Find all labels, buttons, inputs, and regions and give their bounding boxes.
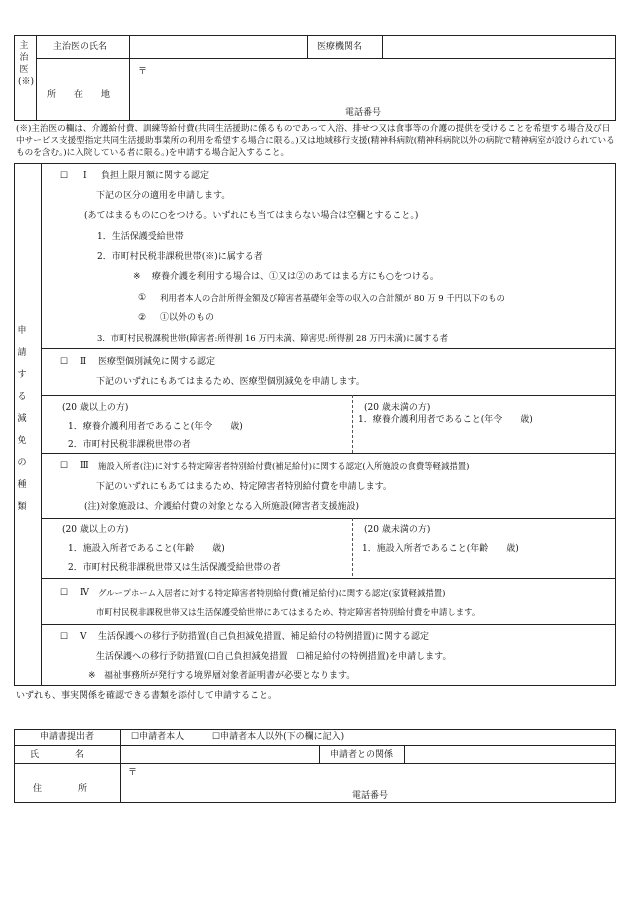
sec3-line2: (注)対象施設は、介護給付費の対象となる入所施設(障害者支援施設) [84,502,360,512]
submitter-label-col-divider [120,729,121,803]
doctor-name-label: 主治医の氏名 [53,42,108,52]
sec1-item3: 3．市町村民税課税世帯(障害者:所得割 16 万円未満、障害児:所得割 28 万円未満)に属する者 [97,333,448,343]
sec3-line1: 下記のいずれにもあてはまるため、特定障害者特別給付費を申請します。 [96,482,392,492]
sec1-note: 療養介護を利用する場合は、①又は②のあてはまる方にも○をつける。 [152,272,439,282]
submitter-row2-divider [14,763,616,764]
sec3-right-item1: 1．施設入所者であること(年齢 歳) [362,544,519,554]
attach-note: いずれも、事実関係を確認できる書類を添付して申請すること。 [16,691,278,701]
sec1-item1: 1．生活保護受給世帯 [97,232,184,242]
sec4-bottom-divider [41,624,616,625]
sec2-line1: 下記のいずれにもあてはまるため、医療型個別減免を申請します。 [96,377,365,387]
doctor-name-field[interactable] [135,41,300,53]
sec2-left-item2: 2．市町村民税非課税世帯の者 [68,440,191,450]
doctor-note: (※)主治医の欄は、介護給付費、訓練等給付費(共同生活援助に係るものであって入浴、排せつ又は食事等の介護の提供を受けることを希望する場合及び日中サービス支援型指定共同生活援助事業所の利用を希望する場合に限る。)又は地域移行支援(精神科病院(精神科病院以外の病院で精神病室が設けられているものを含む。)に入院している者に限る。)を申請する場合記入すること。 [16,124,615,158]
sec1-item2: 2．市町村民税非課税世帯(※)に属する者 [97,252,263,262]
relation-divider-b [404,745,405,763]
sec1-checkbox[interactable]: ☐ [60,171,69,181]
submitter-postal-mark: 〒 [128,768,138,778]
sec3-left-item1: 1．施設入所者であること(年齢 歳) [68,544,225,554]
sec2-title: 医療型個別減免に関する認定 [98,357,216,367]
doctor-row-divider [36,58,616,59]
relation-divider-a [319,745,320,763]
sec3-col-divider [352,518,353,576]
sec2-right-item1: 1．療養介護利用者であること(年令 歳) [358,415,533,425]
sec5-note-mark: ※ [88,671,96,681]
sec5-title: 生活保護への移行予防措置(自己負担減免措置、補足給付の特例措置)に関する認定 [98,632,430,642]
institution-label: 医療機関名 [317,42,363,52]
submitter-name-label: 氏 名 [30,750,85,760]
sec5-num: Ⅴ [80,632,87,642]
sec1-sub1: 利用者本人の合計所得金額及び障害者基礎年金等の収入の合計額が 80 万 9 千円以下のもの [160,293,505,303]
institution-field[interactable] [388,41,608,53]
sec1-num: Ⅰ [83,171,87,181]
doctor-phone-label: 電話番号 [345,108,382,118]
submitter-row1-divider [14,745,616,746]
sec5-checkbox[interactable]: ☐ [60,632,69,642]
sec2-col-divider [352,395,353,453]
doctor-side-label: 主治医(※) [18,41,35,87]
doctor-side-divider [36,35,37,121]
sec1-line1: 下記の区分の適用を申請します。 [96,191,231,201]
sec4-checkbox[interactable]: ☐ [60,588,69,598]
sec2-bottom-divider [41,453,616,454]
sec1-note-mark: ※ [133,272,141,282]
submitter-opt-other[interactable]: ☐申請者本人以外(下の欄に記入) [212,732,345,742]
sec4-num: Ⅳ [80,588,89,598]
sec2-checkbox[interactable]: ☐ [60,357,69,367]
sec1-bottom-divider [41,348,616,349]
sec4-title: グループホーム入居者に対する特定障害者特別給付費(補足給付)に関する認定(家賃軽減措置) [98,588,446,598]
sec3-mid-divider [41,518,616,519]
sec2-num: Ⅱ [80,357,87,367]
submitter-opt-self[interactable]: ☐申請者本人 [131,732,185,742]
sec5-line1: 生活保護への移行予防措置(☐自己負担減免措置 ☐補足給付の特例措置)を申請します。 [96,652,452,662]
sec1-sub2: ①以外のもの [160,313,215,323]
submitter-address-label: 住 所 [33,784,88,794]
reduction-side-label: 申請する減免の種類 [17,326,27,512]
doctor-inst-divider-b [382,35,383,58]
sec1-sub1-mark: ① [138,293,147,303]
submitter-label: 申請書提出者 [40,732,95,742]
sec3-right-head: (20 歳未満の方) [364,525,431,535]
doctor-postal-mark: 〒 [138,67,148,77]
sec3-left-item2: 2．市町村民税非課税世帯又は生活保護受給世帯の者 [68,563,281,573]
sec2-right-head: (20 歳未満の方) [364,403,431,413]
sec3-left-head: (20 歳以上の方) [62,525,129,535]
sec2-left-head: (20 歳以上の方) [62,403,129,413]
doctor-address-label: 所 在 地 [47,90,111,100]
sec2-left-item1: 1．療養介護利用者であること(年令 歳) [68,422,243,432]
sec1-title: 負担上限月額に関する認定 [101,171,210,181]
reduction-side-divider [41,163,42,686]
doctor-name-col-divider [129,35,130,121]
sec2-mid-divider [41,395,616,396]
sec5-note: 福祉事務所が発行する境界層対象者証明書が必要となります。 [104,671,356,681]
sec3-checkbox[interactable]: ☐ [60,461,69,471]
submitter-relation-label: 申請者との関係 [330,750,394,760]
sec1-line2: (あてはまるものに○をつける。いずれにも当てはまらない場合は空欄とすること。) [84,211,419,221]
submitter-phone-label: 電話番号 [352,791,389,801]
doctor-inst-divider-a [307,35,308,58]
sec3-title: 施設入所者(注)に対する特定障害者特別給付費(補足給付)に関する認定(入所施設の食費等軽減措置) [98,461,470,471]
sec3-num: Ⅲ [80,461,89,471]
sec3-bottom-divider [41,578,616,579]
sec4-line1: 市町村民税非課税世帯又は生活保護受給世帯にあてはまるため、特定障害者特別給付費を申請します。 [96,607,481,617]
sec1-sub2-mark: ② [138,313,147,323]
